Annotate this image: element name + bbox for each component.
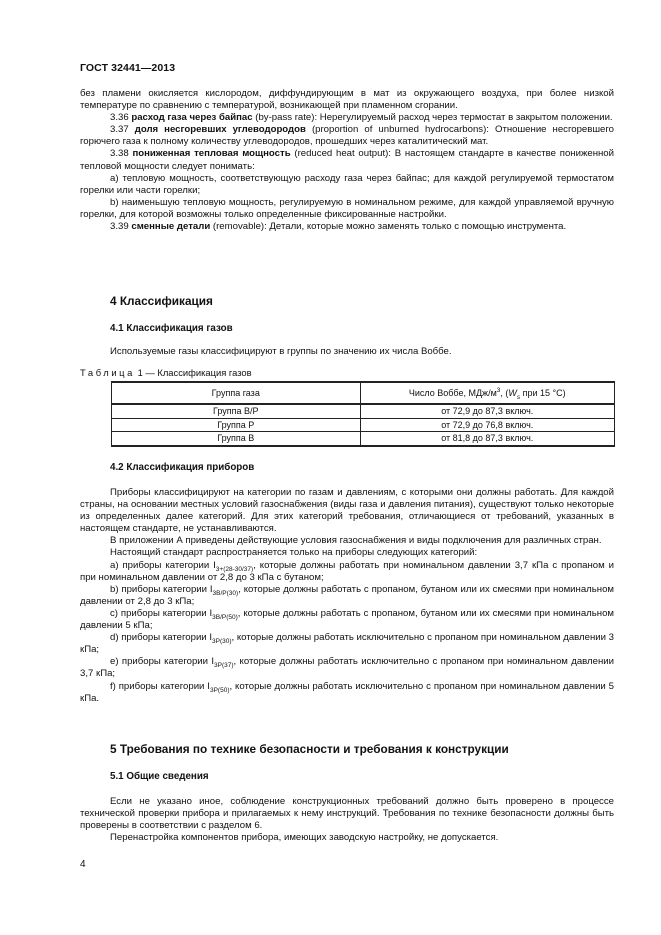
table-row — [112, 418, 615, 432]
intro-paragraph: без пламени окисляется кислородом, диффундирующим в мат из окружающего воздуха, при более низкой температуре по сравнению с температурой, возникающей при пламенном сгорании. — [80, 88, 614, 112]
table-row — [112, 404, 615, 418]
term: сменные детали — [131, 221, 211, 233]
section-title: 5 Требования по технике безопасности и требования к конструкции — [110, 742, 509, 756]
category-item-d: d) приборы категории $I_{3Р(30)}$, которые должны работать исключительно с пропаном при номинальном давлении 3 кПа; — [80, 632, 614, 656]
definition-3-38: 3.38 пониженная тепловая мощность (reduced heat output): В настоящем стандарте в качестве пониженной тепловой мощности следует понимать: — [80, 148, 614, 172]
subsection-4-1-heading-block — [80, 323, 614, 335]
category-item-b: b) приборы категории $I_{3В/Р(30)}$, которые должны работать с пропаном, бутаном или их смесями при номинальном давлении от 2,8 до 3 кПа; — [80, 583, 614, 607]
section-5-heading-block — [80, 743, 614, 755]
category-item-c: с) приборы категории $I_{3В/Р(50)}$, которые должны работать с пропаном, бутаном или их смесями при номинальном давлении 5 кПа; — [80, 607, 615, 632]
subsection-4-1-text — [80, 346, 614, 358]
table-cell: от 81,8 до 87,3 включ. — [360, 432, 615, 446]
term: пониженная тепловая мощность — [132, 148, 291, 160]
page-number: 4 — [80, 859, 86, 870]
subsection-4-2-text — [80, 487, 614, 705]
subsection-title: 5.1 Общие сведения — [110, 771, 209, 782]
gas-classification-table — [111, 381, 615, 447]
category-item-f: f) приборы категории $I_{3Р(50)}$, которые должны работать исключительно с пропаном при номинальном давлении 5 кПа. — [80, 680, 615, 704]
definition-3-39: 3.39 сменные детали (removable): Детали, которые можно заменять только с помощью инструмента. — [110, 221, 567, 233]
section-title: 4 Классификация — [110, 294, 213, 308]
subsection-5-1-heading-block — [80, 771, 614, 783]
table-cell: Группа Р — [112, 418, 361, 432]
definitions-block — [80, 88, 614, 233]
category-item-e: е) приборы категории $I_{3Р(37)}$, которые должны работать исключительно с пропаном при номинальном давлении 3,7 кПа; — [80, 656, 614, 680]
subsection-title: 4.2 Классификация приборов — [110, 462, 255, 473]
table-row — [112, 432, 615, 446]
subsection-5-1-text — [80, 796, 614, 844]
table-cell: от 72,9 до 76,8 включ. — [360, 418, 615, 432]
term: расход газа через байпас — [131, 112, 253, 124]
table-cell: от 72,9 до 87,3 включ. — [360, 404, 615, 418]
term: доля несгоревших углеводородов — [134, 124, 306, 136]
table-cell: Группа В/Р — [112, 404, 361, 418]
paragraph: В приложении А приведены действующие условия газоснабжения и виды подключения для различных стран. — [110, 535, 602, 547]
table-header-cell: Группа газа — [112, 382, 361, 404]
table-cell: Группа В — [112, 432, 361, 446]
definition-3-37: 3.37 доля несгоревших углеводородов (proportion of unburned hydrocarbons): Отношение несгоревшего горючего газа к полному количеству углеводородов, прошедших через каталитический мат. — [80, 124, 615, 148]
table-header-row — [112, 382, 615, 404]
table-header-cell: Число Воббе, МДж/$м^3$, ($W_s$ при 15 °С) — [360, 382, 615, 404]
table-caption: Таблица 1 — Классификация газов — [80, 367, 252, 378]
definition-3-38-a: а) тепловую мощность, соответствующую расходу газа через байпас; для каждой регулируемой термостатом горелки или части горелки; — [80, 172, 614, 196]
paragraph: Если не указано иное, соблюдение конструкционных требований должно быть проверено в процессе технической проверки прибора и прилагаемых к нему инструкций. Требования по технике безопасности должны быть проверены в соответствии с разделом 6. — [80, 796, 614, 832]
definition-3-36: 3.36 расход газа через байпас (by-pass rate): Нерегулируемый расход через термостат в закрытом положении. — [110, 112, 613, 124]
paragraph: Приборы классифицируют на категории по газам и давлениям, с которыми они должны работать. Для каждой страны, на основании местных условий газоснабжения (виды газа и давления питания), существуют только некоторые из определенных далее категорий. Для этих категорий требования, отличающиеся от требований, указанных в настоящем стандарте, не устанавливаются. — [80, 487, 614, 535]
subsection-title: 4.1 Классификация газов — [110, 323, 233, 334]
category-item-a: а) приборы категории $I_{3+(28-30/37)}$, которые должны работать при номинальном давлении 3,7 кПа с пропаном и при номинальном давлении от 2,8 до 3 кПа с бутаном; — [80, 559, 614, 583]
subsection-4-2-heading-block — [80, 462, 614, 474]
section-4-heading-block — [80, 295, 614, 307]
document-header: ГОСТ 32441—2013 — [80, 62, 176, 74]
paragraph: Настоящий стандарт распространяется только на приборы следующих категорий: — [110, 547, 478, 559]
definition-3-38-b: b) наименьшую тепловую мощность, регулируемую в номинальном режиме, для каждой управляемой вручную горелки, для которой возможны только определенные фиксированные настройки. — [80, 196, 614, 220]
paragraph: Перенастройка компонентов прибора, имеющих заводскую настройку, не допускается. — [110, 832, 499, 844]
paragraph: Используемые газы классифицируют в группы по значению их числа Воббе. — [110, 346, 452, 357]
